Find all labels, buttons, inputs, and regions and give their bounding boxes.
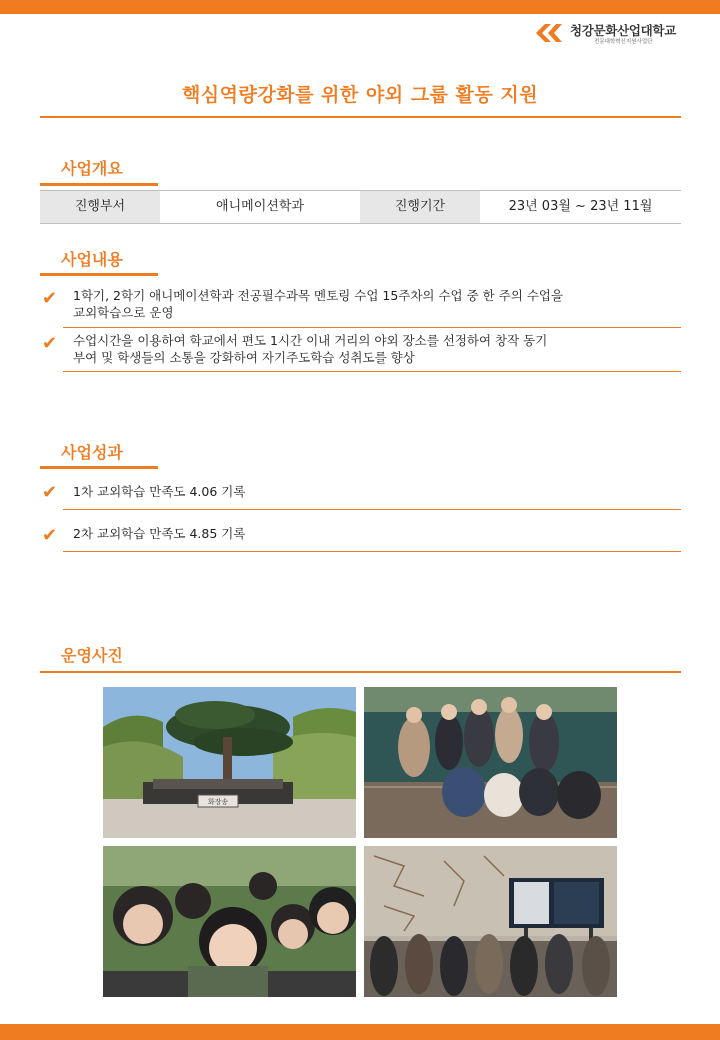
overview-heading: 사업개요 <box>61 159 123 178</box>
title-divider <box>40 116 681 118</box>
page-title: 핵심역량강화를 위한 야외 그룹 활동 지원 <box>181 84 539 106</box>
content-heading: 사업내용 <box>61 250 123 269</box>
bottom-accent-bar <box>0 1024 720 1040</box>
top-accent-bar <box>0 0 720 14</box>
photos-divider <box>40 671 681 673</box>
university-logo <box>534 20 694 46</box>
item-divider <box>63 509 681 510</box>
result-item <box>40 480 681 510</box>
check-icon: ✔ <box>42 525 58 546</box>
check-icon: ✔ <box>42 482 58 503</box>
overview-table <box>40 190 681 224</box>
results-heading-underline <box>40 466 158 469</box>
overview-heading-underline <box>40 183 158 186</box>
content-item <box>40 285 681 329</box>
dept-label: 진행부서 <box>40 191 160 223</box>
content-item <box>40 329 681 373</box>
photo-group-lakeside <box>364 687 617 838</box>
logo-name: 청강문화산업대학교 <box>570 23 676 38</box>
photos-heading: 운영사진 <box>61 646 123 665</box>
period-value: 23년 03월 ~ 23년 11월 <box>508 199 653 214</box>
content-heading-underline <box>40 273 158 276</box>
item-divider <box>63 327 681 328</box>
period-label: 진행기간 <box>360 191 480 223</box>
photo-group-pine-tree <box>103 687 356 838</box>
result-item <box>40 522 681 552</box>
ck-logo-mark-icon <box>534 22 568 44</box>
content-item-line: 1학기, 2학기 애니메이션학과 전공필수과목 멘토링 수업 15주차의 수업 중 한 주의 수업을 <box>73 288 564 303</box>
content-item-text <box>73 287 563 321</box>
photo-group-selfie <box>103 846 356 997</box>
item-divider <box>63 551 681 552</box>
result-item-text: 1차 교외학습 만족도 4.06 기록 <box>73 484 246 499</box>
check-icon: ✔ <box>42 333 58 354</box>
content-item-line: 수업시간을 이용하여 학교에서 편도 1시간 이내 거리의 야외 장소를 선정하여 창작 동기 <box>73 333 548 348</box>
check-icon: ✔ <box>42 288 58 309</box>
content-item-text <box>73 332 547 366</box>
content-item-line: 부여 및 학생들의 소통을 강화하여 자기주도학습 성취도를 향상 <box>73 350 415 365</box>
photo-sign-text: 화장송 <box>207 798 229 806</box>
dept-value: 애니메이션학과 <box>216 199 304 214</box>
item-divider <box>63 371 681 372</box>
photo-group-info-board <box>364 846 617 997</box>
logo-subtitle: 전문대학혁신지원사업단 <box>594 39 653 45</box>
results-heading: 사업성과 <box>61 443 123 462</box>
content-item-line: 교외학습으로 운영 <box>73 305 174 320</box>
result-item-text: 2차 교외학습 만족도 4.85 기록 <box>73 526 246 541</box>
